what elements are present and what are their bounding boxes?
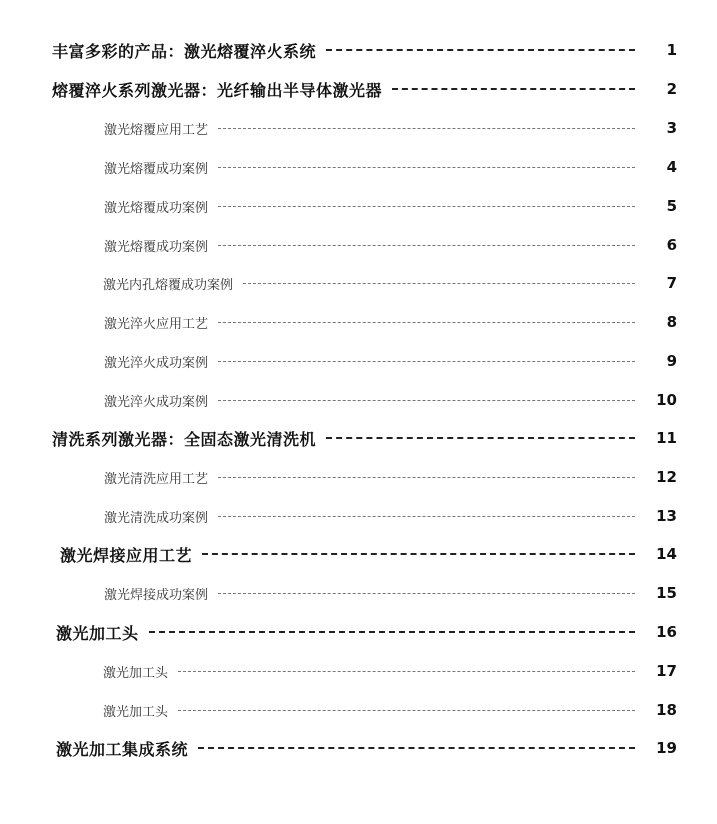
toc-entry-title: 激光加工头 [56, 623, 139, 643]
toc-entry [103, 270, 649, 296]
dotted-leader [218, 516, 635, 517]
toc-entry [104, 348, 649, 374]
toc-page-number: 11 [656, 429, 677, 447]
dotted-leader [326, 49, 635, 51]
toc-entry [104, 387, 649, 413]
toc-entry-title: 激光熔覆成功案例 [104, 200, 209, 216]
dotted-leader [392, 88, 635, 90]
toc-page-number: 1 [666, 41, 677, 59]
toc-entry-title: 清洗系列激光器：全固态激光清洗机 [52, 429, 317, 449]
dotted-leader [218, 400, 635, 401]
dotted-leader [218, 593, 635, 594]
toc-entry-title: 激光焊接应用工艺 [60, 545, 193, 565]
toc-entry [104, 193, 649, 219]
toc-entry-title: 激光淬火应用工艺 [104, 316, 209, 332]
toc-page-number: 13 [656, 507, 677, 525]
toc-entry-title: 激光清洗应用工艺 [104, 471, 209, 487]
toc-page-number: 9 [666, 352, 677, 370]
toc-page-number: 2 [666, 80, 677, 98]
dotted-leader [243, 283, 635, 284]
dotted-leader [178, 710, 635, 711]
toc-entry-title: 激光加工头 [103, 704, 169, 720]
toc-entry [103, 697, 649, 723]
toc-entry-title: 激光清洗成功案例 [104, 510, 209, 526]
toc-entry-title: 丰富多彩的产品：激光熔覆淬火系统 [52, 41, 317, 61]
dotted-leader [218, 322, 635, 323]
toc-entry-title: 激光焊接成功案例 [104, 587, 209, 603]
dotted-leader [326, 437, 635, 439]
toc-entry [52, 37, 649, 63]
dotted-leader [218, 167, 635, 168]
dotted-leader [202, 553, 635, 555]
toc-page-number: 3 [666, 119, 677, 137]
toc-entry [56, 619, 649, 645]
dotted-leader [218, 206, 635, 207]
toc-entry-title: 激光熔覆成功案例 [104, 161, 209, 177]
dotted-leader [178, 671, 635, 672]
toc-entry [60, 541, 649, 567]
dotted-leader [198, 747, 635, 749]
dotted-leader [218, 245, 635, 246]
toc-entry [52, 425, 649, 451]
dotted-leader [218, 361, 635, 362]
toc-entry [104, 464, 649, 490]
toc-page-number: 6 [666, 236, 677, 254]
toc-page-number: 18 [656, 701, 677, 719]
dotted-leader [218, 128, 635, 129]
toc-entry-title: 激光熔覆应用工艺 [104, 122, 209, 138]
toc-page-number: 15 [656, 584, 677, 602]
toc-entry-title: 激光淬火成功案例 [104, 394, 209, 410]
toc-entry [103, 658, 649, 684]
toc-entry [56, 735, 649, 761]
toc-entry [104, 154, 649, 180]
dotted-leader [218, 477, 635, 478]
toc-entry [104, 232, 649, 258]
toc-page-number: 12 [656, 468, 677, 486]
toc-page-number: 4 [666, 158, 677, 176]
toc-entry-title: 激光内孔熔覆成功案例 [103, 277, 234, 293]
toc-entry [104, 309, 649, 335]
toc-entry-title: 激光加工头 [103, 665, 169, 681]
toc-page-number: 7 [666, 274, 677, 292]
toc-entry [104, 503, 649, 529]
toc-page-number: 10 [656, 391, 677, 409]
toc-entry [104, 580, 649, 606]
toc-entry-title: 激光熔覆成功案例 [104, 239, 209, 255]
toc-entry [104, 115, 649, 141]
dotted-leader [149, 631, 635, 633]
toc-entry-title: 激光加工集成系统 [56, 739, 189, 759]
toc-page-number: 14 [656, 545, 677, 563]
toc-page-number: 16 [656, 623, 677, 641]
toc-entry [52, 76, 649, 102]
toc-page-number: 19 [656, 739, 677, 757]
toc-page-number: 8 [666, 313, 677, 331]
toc-page-number: 5 [666, 197, 677, 215]
toc-page-number: 17 [656, 662, 677, 680]
toc-entry-title: 激光淬火成功案例 [104, 355, 209, 371]
toc-entry-title: 熔覆淬火系列激光器：光纤输出半导体激光器 [52, 80, 383, 100]
